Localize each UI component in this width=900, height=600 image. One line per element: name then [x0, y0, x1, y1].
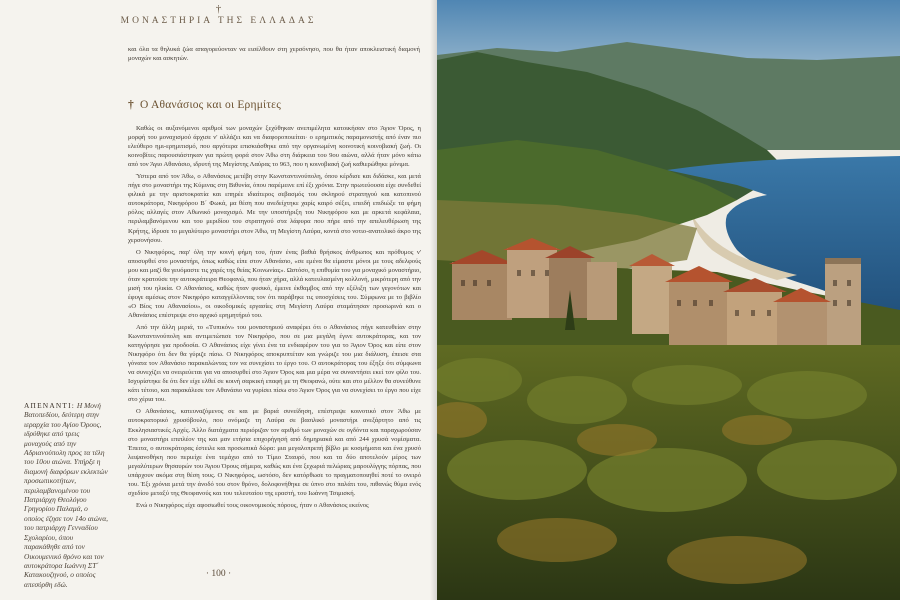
text-page	[0, 0, 437, 600]
paragraph: Από την άλλη μεριά, το «Τυπικόν» του μοναστηριού αναφέρει ότι ο Αθανάσιος πήγε κατευθείαν στην Κωνσταντινούπολη και αντιμετώπισε τον Νικηφόρο, που σε μια μεγάλη έγινε αυτοκράτορας, και τον κατηγόρησε για προδοσία. Ο Αθανάσιος είχε γίνει ένα τα ενδιαφέρον του για το Άγιον Όρος και είπε στον Νικηφόρο ότι δεν θα γύριζε πίσω. Ο Νικηφόρος αποκρυπτέταν και γνώριζε του μια διάλυση, έπεισε στα γόνατα τον Αθανάσιο παρακαλώντας τον να συνεχίσει το έργο του. Ο αυτοκράτορας του έξηξε ότι σύμφωνα να συνεχίζει να ονειρεύεται για να αποσυρθεί στο Άγιον Όρος και μια μέρα να συναντήσει εκεί τον φίλο του. Ισχυρίστηκε δε ότι δεν είχε ελθεί σε κοινή σαρκική επαφή με τη Θεοφανώ, ούτε και στο μέλλον θα συνεύθυνε κάτι τέτοιο, και παρακάλεσε τον Αθανάσιο να γυρίσει πίσω στο Άγιον Όρος για να συνεχίσει το έργο που είχε στο χέρια του.	[128, 323, 421, 404]
section-heading-text: Ο Αθανάσιος και οι Ερημίτες	[140, 99, 281, 111]
photo-caption	[24, 401, 108, 589]
page-number: · 100 ·	[205, 569, 232, 579]
paragraph: Ενώ ο Νικηφόρος είχε αφοσιωθεί τους οικονομικούς πόρους, ήταν ο Αθανάσιος εκείνος	[136, 501, 369, 509]
running-header-title: ΜΟΝΑΣΤΗΡΙΑ ΤΗΣ ΕΛΛΑΔΑΣ	[120, 16, 317, 26]
caption-text: Η Μονή Βατοπεδίου, δεύτερη στην ιεραρχία του Αγίου Όρους, ιδρύθηκε από τρεις μοναχούς από την Αδριανούπολη προς τα τέλη του 10ου αιώνα. Υπήρξε η διαμονή διαφόρων εκλεκτών προσωπικοτήτων, περιλαμβανομένου του Πατριάρχη Θεολόγου Γρηγορίου Παλαμά, ο οποίος έζησε τον 14ο αιώνα, του πατριάρχη Γενναδίου Σχολαρίου, όπου παρακάθηθε από τον Οικουμενικό θρόνο και τον αυτοκράτορα Ιωάννη ΣΤ΄ Κατακουζηνού, ο οποίος απεσύρθη εδώ.	[24, 401, 108, 589]
cross-icon: †	[128, 99, 134, 111]
monastery-tower	[825, 262, 861, 354]
paragraph: Ύστερα από τον Άθω, ο Αθανάσιος μετέβη στην Κωνσταντινούπολη, όπου κέρδισε και διδάσκε, και μετά πήγε στο μοναστήρι της Κύμινας στη Βιθυνία, όπου παρέμεινε επί έξι χρόνια. Στην πρωτεύουσα είχε συνδεθεί φιλικά με την αριστοκρατία και επηρέε ιδιαίτερος σεβασμός του σκληρού στρατηγού και κατοπινού αυτοκράτορα, Νικηφόρου Β΄ Φωκά, μα θέση που ανεδείχτηκε χαρίς καιρό σέξει, επειδή επιδιώξε τα φήμη ρόλος αλλαγές στον Αθωνικό μοναχισμό. Με την υποστήριξη του Νικηφόρου και με αρκετά κεφάλαια, περιλαμβανόμενου και του μεριδίου του στρατηγού στα λάφυρα που πήρε από την απελευθέρωση της Κρήτης, ίδρυσε το μεγαλύτερο μοναστήρι στον Άθω, τη Μεγίστη Λαύρα, κοντά στο νοτιο-ανατολικό άκρο της χερσονήσου.	[128, 173, 421, 244]
monastery-photo	[437, 0, 900, 600]
intro-paragraph: και όλα τα θηλυκά ζώα απαγορεύονταν να εισέλθουν στη χερσόνησο, που θα ήταν αποκλειστική διαμονή μοναχών και ασκητών.	[128, 46, 420, 62]
caption-lead: ΑΠΕΝΑΝΤΙ:	[24, 401, 76, 410]
cross-icon: †	[215, 3, 222, 15]
paragraph: Ο Νικηφόρος, παρ' όλη την κοινή φήμη του, ήταν ένας βαθιά θρήσκος άνθρωπος και πρόθυμος ν' αποσυρθεί στο μοναστήρι, όπως καθώς είπε στον Αθανάσιο, «σε εμένα θα είμαστε μόνοι με τους αδελφούς μου και μαζί θα γευόμαστε τις χαρές της θείας Κοινωνίας». Ωστόσο, η επιθυμία του για μοναχικό μοναστήριο, όταν κρατούσε την αυτοκράτειρα Θεοφανώ, που ήταν χήρα, αλλά κατευλασμένη κολλονή, μικρότερη από την μισή του ηλικία. Ο Αθανάσιος, καθώς ήταν φυσικό, έμεινε έκθαμβος από την εξέλιξη των γεγονότων και έφυγε αμέσως στον Νικηφόρο καταγγέλλοντας τον ότι παράβηκε τις υποσχέσεις του. Σύμφωνα με το βιβλίο «Ο Βίος του Αθανασίου», οι οικοδομικές εργασίες στη Μεγίστη Λαύρα σταμάτησαν προσωρινά και ο Αθανάσιος επέστρεψε στο αρχικό ερημητήριό του.	[128, 248, 421, 319]
paragraph: Ο Αθανάσιος, κατευναζόμενος σε και με βαριά συνείδηση, επέστρεψε κοινοτικό στον Άθω με αυτοκρατορικό χρυσόβουλο, που ονόμαζε τη Λαύρα σε βασιλικό μοναστήρι ανεξάρτητο από τις Εκκλησιαστικές Αρχές. Άλλο διατάχματα περιόριζαν τον αριθμό των μοναχών σε ογδόντα και παραχωρούσαν στο μοναστήρι επιπλέον της και μαν ετήσια επιχορήγησή από δημηριακά και από 244 χρυσά νομίσματα. Έπειτα, ο αυτοκράτορας έστειλε και προσωπικά δώρα: μια μεγαλοπρεπή βίβλο με κοσμήματα και ένα χρυσό λειψανοθήκη που περιείχε ένα τεμάχιο από το Τίμιο Σταυρό, που και τα δύο αποτελούν μέρος των μεγαλύτερων θησαυρών του Άγιου Όρους σήμερα, καθώς και ένα ξεχωριά πελώριας μαρουλίγγης πόρπας, που υπάρχουν ακόμα στη θέση τους. Ο Νικηφόρος, ωστόσο, δεν κατόρθωσε το πραγματοποιηθεί ποτέ το ονειρό του. Έξι χρόνια μετά την άνοδό του στον θρόνο, δολοφονήθηκε σε ύπνο στο παλάτι του, πιθανώς θύμα ενός σχεδίου μεταξύ της Θεοφανούς και του τελευταίου της εραστή, του Ιωάννη Τσιμισκή.	[128, 408, 421, 497]
body-text	[128, 124, 421, 513]
running-header	[0, 3, 437, 26]
paragraph: Καθώς οι αυξανόμενοι αριθμοί των μοναχών ξεχύθηκαν ανεπιμέλητα κατοικήσαν στο Άγιον Όρος, η μορφή του μοναχισμού άρχισε ν' αλλάζει και να διαφοροποιείται· ο ερημιτικός παραμονιστής από έναν πιο ελεύθερο ημι-ερημιτισμό, που αργότερα επισκιάσθηκε από την οργανωμένη κοινοτική κοινοβιακή ζωή. Οι κοινοβίτες παρουσιάστηκαν για πρώτη φορά στον Άθω στη διάρκεια του 9ου αιώνα, αλλά ήταν μόνο κάτω από τον Άγιο Αθανάσιο, ιδρυτή της Μεγίστης Λαύρας το 963, που η κοινοβιακή ζωή καθιερώθηκε μόνιμα.	[128, 125, 421, 169]
section-heading	[128, 99, 281, 111]
